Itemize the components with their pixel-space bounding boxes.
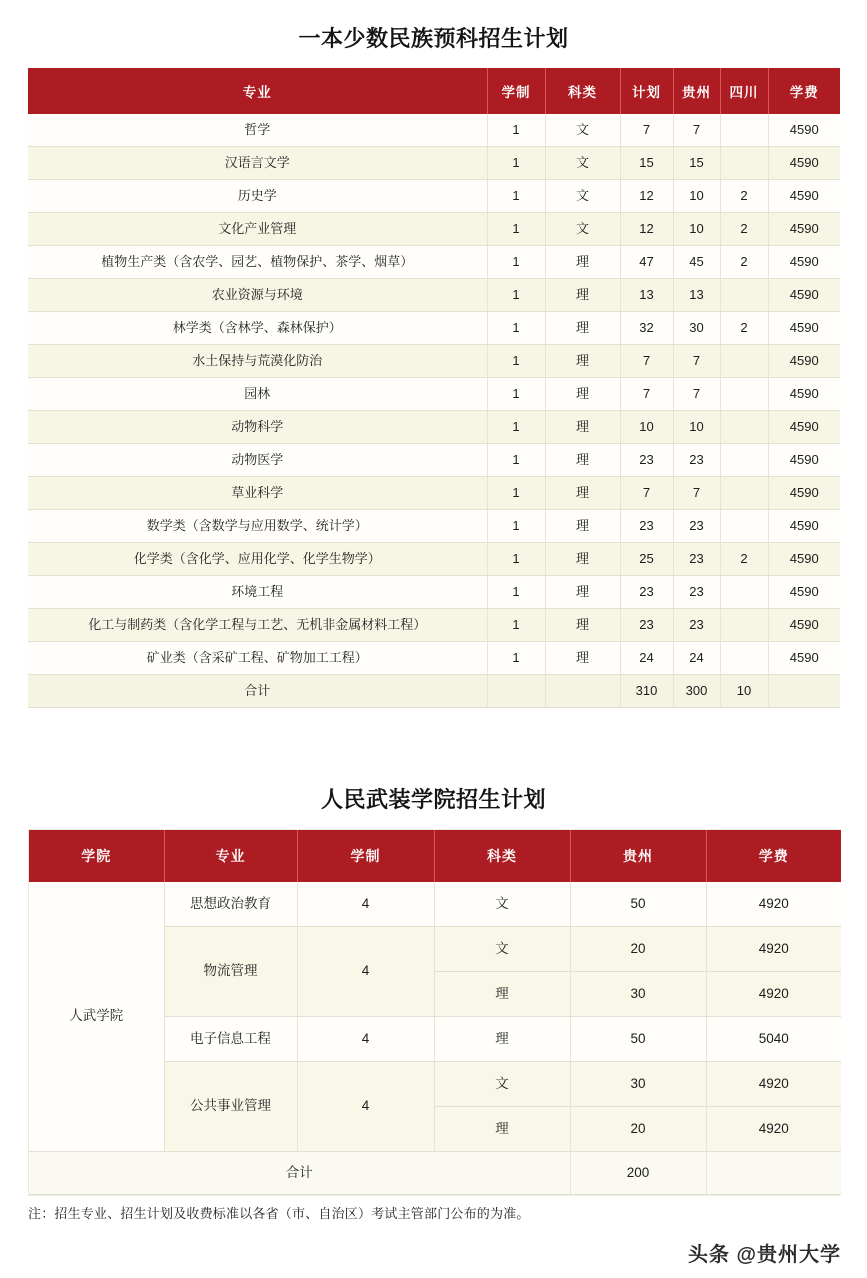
table-row — [28, 411, 840, 444]
table1-title: 一本少数民族预科招生计划 — [298, 26, 569, 51]
table1-cell-guizhou: 10 — [673, 213, 720, 246]
table2-cell-years: 4 — [297, 1062, 434, 1152]
table1-cell-major: 汉语言文学 — [28, 147, 487, 180]
table2-cell-cat: 理 — [434, 1107, 570, 1152]
footnote-text: 注：招生专业、招生计划及收费标准以各省（市、自治区）考试主管部门公布的为准。 — [28, 1206, 530, 1221]
table1-cell-cat: 理 — [545, 477, 620, 510]
table1-cell-years: 1 — [487, 279, 545, 312]
table1-cell-sichuan — [720, 378, 768, 411]
table1-cell-years: 1 — [487, 147, 545, 180]
table1-cell-major: 哲学 — [28, 114, 487, 147]
table1-cell-years: 1 — [487, 609, 545, 642]
table1-cell-major: 历史学 — [28, 180, 487, 213]
table2-body — [29, 882, 841, 1195]
table1-cell-fee: 4590 — [768, 543, 840, 576]
table-row — [28, 180, 840, 213]
table2-cell-guizhou: 30 — [570, 972, 706, 1017]
table-row — [28, 510, 840, 543]
table2-cell-fee: 4920 — [706, 972, 841, 1017]
table1-cell-major: 动物科学 — [28, 411, 487, 444]
table2-cell-cat: 文 — [434, 1062, 570, 1107]
table1-cell-fee: 4590 — [768, 180, 840, 213]
table1-cell-sichuan — [720, 510, 768, 543]
table1-cell-major: 化学类（含化学、应用化学、化学生物学） — [28, 543, 487, 576]
table2-cell-guizhou: 50 — [570, 1017, 706, 1062]
table2-title: 人民武装学院招生计划 — [320, 787, 546, 812]
table1-cell-guizhou: 13 — [673, 279, 720, 312]
table1-cell-years: 1 — [487, 642, 545, 675]
table-row — [28, 345, 840, 378]
table1-total-row — [28, 675, 840, 708]
table1-cell-guizhou: 7 — [673, 477, 720, 510]
table1-cell-sichuan — [720, 279, 768, 312]
table1-cell-major: 草业科学 — [28, 477, 487, 510]
table1-cell-plan: 24 — [620, 642, 673, 675]
table2-cell-cat: 理 — [434, 972, 570, 1017]
table1-cell-plan: 7 — [620, 378, 673, 411]
table1-cell-plan: 32 — [620, 312, 673, 345]
table1-col-plan: 计划 — [620, 68, 673, 114]
table1-cell-cat: 文 — [545, 180, 620, 213]
table-row — [29, 882, 841, 927]
table1-cell-major: 林学类（含林学、森林保护） — [28, 312, 487, 345]
table1-cell-fee: 4590 — [768, 510, 840, 543]
table1-cell-major: 水土保持与荒漠化防治 — [28, 345, 487, 378]
table1-cell-years: 1 — [487, 543, 545, 576]
table1-cell-years: 1 — [487, 477, 545, 510]
table2-cell-cat: 文 — [434, 882, 570, 927]
table1-cell-major: 植物生产类（含农学、园艺、植物保护、茶学、烟草） — [28, 246, 487, 279]
table1-cell-plan: 12 — [620, 213, 673, 246]
table2-cell-guizhou: 20 — [570, 927, 706, 972]
table-row — [28, 279, 840, 312]
table1-cell-years: 1 — [487, 345, 545, 378]
table1-cell-fee: 4590 — [768, 312, 840, 345]
table2-cell-fee: 4920 — [706, 1107, 841, 1152]
table1-cell-guizhou: 45 — [673, 246, 720, 279]
table1-cell-major: 农业资源与环境 — [28, 279, 487, 312]
table1-cell-fee: 4590 — [768, 114, 840, 147]
table1-cell-cat: 理 — [545, 609, 620, 642]
minority-prep-plan-table — [28, 68, 840, 708]
table2-col-years: 学制 — [297, 830, 434, 882]
table1-col-cat: 科类 — [545, 68, 620, 114]
table1-cell-years: 1 — [487, 246, 545, 279]
table1-cell-sichuan — [720, 411, 768, 444]
table1-cell-plan: 23 — [620, 444, 673, 477]
table1-cell-cat: 理 — [545, 543, 620, 576]
table1-cell-cat: 理 — [545, 312, 620, 345]
table1-cell-fee: 4590 — [768, 609, 840, 642]
table1-cell-guizhou: 23 — [673, 543, 720, 576]
table1-cell-sichuan: 2 — [720, 543, 768, 576]
table-row — [28, 147, 840, 180]
table-row — [28, 576, 840, 609]
table1-cell-years: 1 — [487, 444, 545, 477]
table1-cell-cat: 理 — [545, 246, 620, 279]
table1-cell-sichuan: 2 — [720, 213, 768, 246]
table1-col-sichuan: 四川 — [720, 68, 768, 114]
table2-cell-fee: 4920 — [706, 927, 841, 972]
table2-cell-major: 公共事业管理 — [164, 1062, 297, 1152]
table2-cell-fee: 4920 — [706, 882, 841, 927]
table1-cell-years: 1 — [487, 411, 545, 444]
table1-cell-plan: 13 — [620, 279, 673, 312]
table1-cell-guizhou: 23 — [673, 576, 720, 609]
table1-col-years: 学制 — [487, 68, 545, 114]
table1-total-years — [487, 675, 545, 708]
table1-cell-years: 1 — [487, 378, 545, 411]
table1-cell-guizhou: 7 — [673, 378, 720, 411]
table1-cell-plan: 15 — [620, 147, 673, 180]
table-row — [28, 543, 840, 576]
table1-cell-years: 1 — [487, 180, 545, 213]
table1-cell-fee: 4590 — [768, 147, 840, 180]
table1-cell-plan: 23 — [620, 576, 673, 609]
table1-cell-fee: 4590 — [768, 246, 840, 279]
table1-cell-major: 矿业类（含采矿工程、矿物加工工程） — [28, 642, 487, 675]
table2-cell-cat: 理 — [434, 1017, 570, 1062]
table2-cell-major: 电子信息工程 — [164, 1017, 297, 1062]
table1-cell-years: 1 — [487, 114, 545, 147]
table1-cell-fee: 4590 — [768, 279, 840, 312]
table-row — [28, 246, 840, 279]
table1-cell-sichuan — [720, 609, 768, 642]
table2-cell-fee: 4920 — [706, 1062, 841, 1107]
table2-col-major: 专业 — [164, 830, 297, 882]
table1-cell-cat: 理 — [545, 576, 620, 609]
table2-cell-major: 思想政治教育 — [164, 882, 297, 927]
table1-cell-cat: 理 — [545, 378, 620, 411]
table1-cell-guizhou: 23 — [673, 510, 720, 543]
table-row — [28, 378, 840, 411]
table2-col-fee: 学费 — [706, 830, 841, 882]
table1-cell-guizhou: 15 — [673, 147, 720, 180]
table1-total-sichuan: 10 — [720, 675, 768, 708]
table1-cell-fee: 4590 — [768, 477, 840, 510]
table2-col-guizhou: 贵州 — [570, 830, 706, 882]
table1-cell-years: 1 — [487, 312, 545, 345]
table1-cell-major: 数学类（含数学与应用数学、统计学） — [28, 510, 487, 543]
table1-cell-sichuan: 2 — [720, 180, 768, 213]
table-row — [28, 642, 840, 675]
table1-cell-plan: 7 — [620, 477, 673, 510]
table2-col-college: 学院 — [29, 830, 164, 882]
table2-cell-years: 4 — [297, 1017, 434, 1062]
table1-cell-fee: 4590 — [768, 576, 840, 609]
table1-cell-cat: 理 — [545, 642, 620, 675]
table1-cell-guizhou: 23 — [673, 609, 720, 642]
table1-cell-major: 动物医学 — [28, 444, 487, 477]
table1-cell-major: 文化产业管理 — [28, 213, 487, 246]
table1-total-guizhou: 300 — [673, 675, 720, 708]
table2-total-guizhou: 200 — [570, 1152, 706, 1195]
table1-cell-plan: 12 — [620, 180, 673, 213]
table1-cell-guizhou: 30 — [673, 312, 720, 345]
table-row — [28, 477, 840, 510]
table-row — [28, 213, 840, 246]
table1-cell-cat: 文 — [545, 213, 620, 246]
table1-cell-guizhou: 7 — [673, 114, 720, 147]
table2-cell-college: 人武学院 — [29, 882, 164, 1152]
table1-body — [28, 114, 840, 708]
table1-cell-cat: 理 — [545, 444, 620, 477]
table1-cell-fee: 4590 — [768, 444, 840, 477]
table1-total-cat — [545, 675, 620, 708]
table1-cell-sichuan — [720, 444, 768, 477]
table1-cell-fee: 4590 — [768, 378, 840, 411]
table1-total-fee — [768, 675, 840, 708]
table2-total-row — [29, 1152, 841, 1195]
table2-col-cat: 科类 — [434, 830, 570, 882]
table2-cell-years: 4 — [297, 927, 434, 1017]
table1-cell-sichuan: 2 — [720, 312, 768, 345]
table2-cell-major: 物流管理 — [164, 927, 297, 1017]
table1-cell-cat: 理 — [545, 411, 620, 444]
table2-cell-guizhou: 30 — [570, 1062, 706, 1107]
table-row — [28, 114, 840, 147]
table1-cell-sichuan — [720, 642, 768, 675]
table1-cell-major: 环境工程 — [28, 576, 487, 609]
table1-container — [28, 68, 840, 708]
table2-cell-guizhou: 50 — [570, 882, 706, 927]
table1-total-label: 合计 — [28, 675, 487, 708]
table2-cell-guizhou: 20 — [570, 1107, 706, 1152]
table2-cell-cat: 文 — [434, 927, 570, 972]
table1-cell-guizhou: 7 — [673, 345, 720, 378]
table1-cell-plan: 23 — [620, 609, 673, 642]
table1-cell-cat: 理 — [545, 279, 620, 312]
table1-cell-sichuan — [720, 147, 768, 180]
table1-cell-plan: 7 — [620, 345, 673, 378]
table1-cell-major: 化工与制药类（含化学工程与工艺、无机非金属材料工程） — [28, 609, 487, 642]
table2-total-fee — [706, 1152, 841, 1195]
table2-header-row — [29, 830, 841, 882]
table1-cell-guizhou: 10 — [673, 180, 720, 213]
table-row — [28, 609, 840, 642]
table1-cell-sichuan — [720, 114, 768, 147]
table1-cell-guizhou: 23 — [673, 444, 720, 477]
table1-cell-fee: 4590 — [768, 411, 840, 444]
table1-cell-guizhou: 10 — [673, 411, 720, 444]
table1-cell-plan: 23 — [620, 510, 673, 543]
table2-cell-years: 4 — [297, 882, 434, 927]
table1-cell-fee: 4590 — [768, 213, 840, 246]
table1-cell-sichuan — [720, 477, 768, 510]
table1-cell-major: 园林 — [28, 378, 487, 411]
table1-cell-sichuan — [720, 345, 768, 378]
table2-cell-fee: 5040 — [706, 1017, 841, 1062]
table2-container — [28, 829, 840, 1196]
table1-col-guizhou: 贵州 — [673, 68, 720, 114]
table-row — [28, 444, 840, 477]
table1-cell-cat: 文 — [545, 147, 620, 180]
table1-cell-cat: 理 — [545, 510, 620, 543]
table1-cell-cat: 文 — [545, 114, 620, 147]
table1-cell-sichuan — [720, 576, 768, 609]
watermark-credit: 头条 @贵州大学 — [687, 1244, 841, 1266]
table1-cell-sichuan: 2 — [720, 246, 768, 279]
table-row — [28, 312, 840, 345]
table2-total-label: 合计 — [29, 1152, 570, 1195]
table1-cell-cat: 理 — [545, 345, 620, 378]
table1-cell-years: 1 — [487, 576, 545, 609]
militia-college-plan-table — [29, 830, 841, 1195]
table1-cell-years: 1 — [487, 213, 545, 246]
table1-cell-fee: 4590 — [768, 642, 840, 675]
table1-cell-plan: 25 — [620, 543, 673, 576]
table1-col-major: 专业 — [28, 68, 487, 114]
table1-cell-plan: 7 — [620, 114, 673, 147]
table1-col-fee: 学费 — [768, 68, 840, 114]
table1-total-plan: 310 — [620, 675, 673, 708]
table1-cell-fee: 4590 — [768, 345, 840, 378]
table1-cell-years: 1 — [487, 510, 545, 543]
table1-cell-plan: 10 — [620, 411, 673, 444]
table1-cell-plan: 47 — [620, 246, 673, 279]
table1-cell-guizhou: 24 — [673, 642, 720, 675]
table1-header-row — [28, 68, 840, 114]
